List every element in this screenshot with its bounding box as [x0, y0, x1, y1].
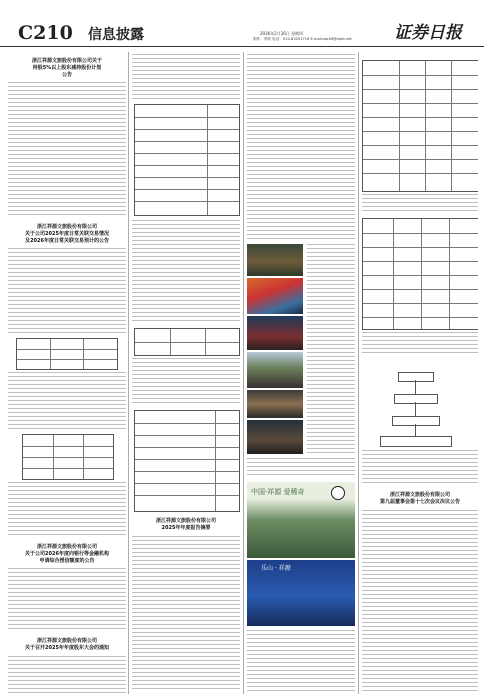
photo-building: [247, 420, 303, 454]
article-body: [132, 220, 240, 324]
data-table: [134, 410, 240, 512]
column-divider: [128, 52, 129, 694]
masthead-logo: 证券日报: [394, 23, 462, 43]
chart-box: [394, 394, 438, 404]
article-5-body: [132, 536, 240, 692]
article-3-title: 关于公司2026年度向银行等金融机构: [25, 551, 109, 557]
photo-scenic: [247, 244, 303, 276]
article-1-company: 浙江祥源文旅股份有限公司关于: [31, 58, 102, 64]
article-body: [247, 54, 355, 240]
page-number: C210: [18, 22, 73, 44]
article-3-body: [8, 568, 126, 632]
article-2-body: [8, 248, 126, 334]
advertisement-2: [247, 560, 355, 626]
article-6-body: [362, 510, 478, 692]
article-2-body-end: [8, 482, 126, 536]
article-body: [132, 358, 240, 406]
data-table: [362, 60, 478, 192]
chart-connector: [415, 424, 416, 436]
article-5-title: 2025年年度报告摘要: [161, 525, 211, 531]
article-body: [247, 458, 355, 478]
panda-icon: [331, 486, 345, 500]
data-table: [134, 104, 240, 216]
issue-date: 2026年2月26日 星期四: [260, 31, 304, 36]
article-2-subtitle: 及2026年度日常关联交易预计的公告: [25, 238, 109, 244]
article-body: [362, 194, 478, 214]
chart-box: [392, 416, 440, 426]
editor-info: 制作：李波 电话：010-83251716 E-mail:zqrb9@zqrb.net: [253, 37, 352, 41]
article-6-title: 第九届董事会第十七次会议决议公告: [379, 499, 460, 505]
data-table: [134, 328, 240, 356]
chart-box: [398, 372, 434, 382]
article-2-body-cont: [8, 372, 126, 430]
column-4: [362, 52, 478, 696]
article-4-body: [8, 656, 126, 694]
article-body: [132, 54, 240, 100]
article-5-company: 浙江祥源文旅股份有限公司: [155, 518, 216, 524]
section-title: 信息披露: [88, 27, 144, 43]
article-1-subtitle: 公告: [61, 72, 72, 78]
advertisement-1: [247, 482, 355, 558]
article-3-company: 浙江祥源文旅股份有限公司: [36, 544, 97, 550]
article-1-title: 持股5%以上股东减持股份计划: [32, 65, 102, 71]
chart-connector: [415, 380, 416, 394]
article-2-title: 关于公司2025年度日常关联交易情况: [25, 231, 109, 237]
column-divider: [243, 52, 244, 694]
chart-box: [380, 436, 452, 447]
article-body-side: [307, 244, 355, 454]
photo-night: [247, 316, 303, 350]
column-2: [132, 52, 240, 696]
ad-1-title: 中国·祥源 爱稀奇: [251, 488, 305, 496]
page-header: [0, 0, 484, 47]
column-1: [8, 52, 126, 696]
article-body: [362, 332, 478, 356]
photo-festival: [247, 278, 303, 314]
photo-town: [247, 352, 303, 388]
data-table: [16, 338, 118, 370]
article-4-company: 浙江祥源文旅股份有限公司: [36, 638, 97, 644]
article-6-company: 浙江祥源文旅股份有限公司: [389, 492, 450, 498]
photo-interior: [247, 390, 303, 418]
data-table: [22, 434, 114, 480]
article-3-subtitle: 申请综合授信额度的公告: [39, 558, 95, 564]
article-4-title: 关于召开2025年年度股东大会的通知: [25, 645, 109, 651]
column-divider: [358, 52, 359, 694]
data-table: [362, 218, 478, 330]
ad-2-title: 乐山 · 祥源: [261, 565, 291, 572]
article-2-company: 浙江祥源文旅股份有限公司: [36, 224, 97, 230]
article-body: [362, 450, 478, 486]
article-1-body: [8, 82, 126, 218]
chart-connector: [415, 402, 416, 416]
column-3: [247, 52, 355, 696]
article-body: [247, 630, 355, 692]
